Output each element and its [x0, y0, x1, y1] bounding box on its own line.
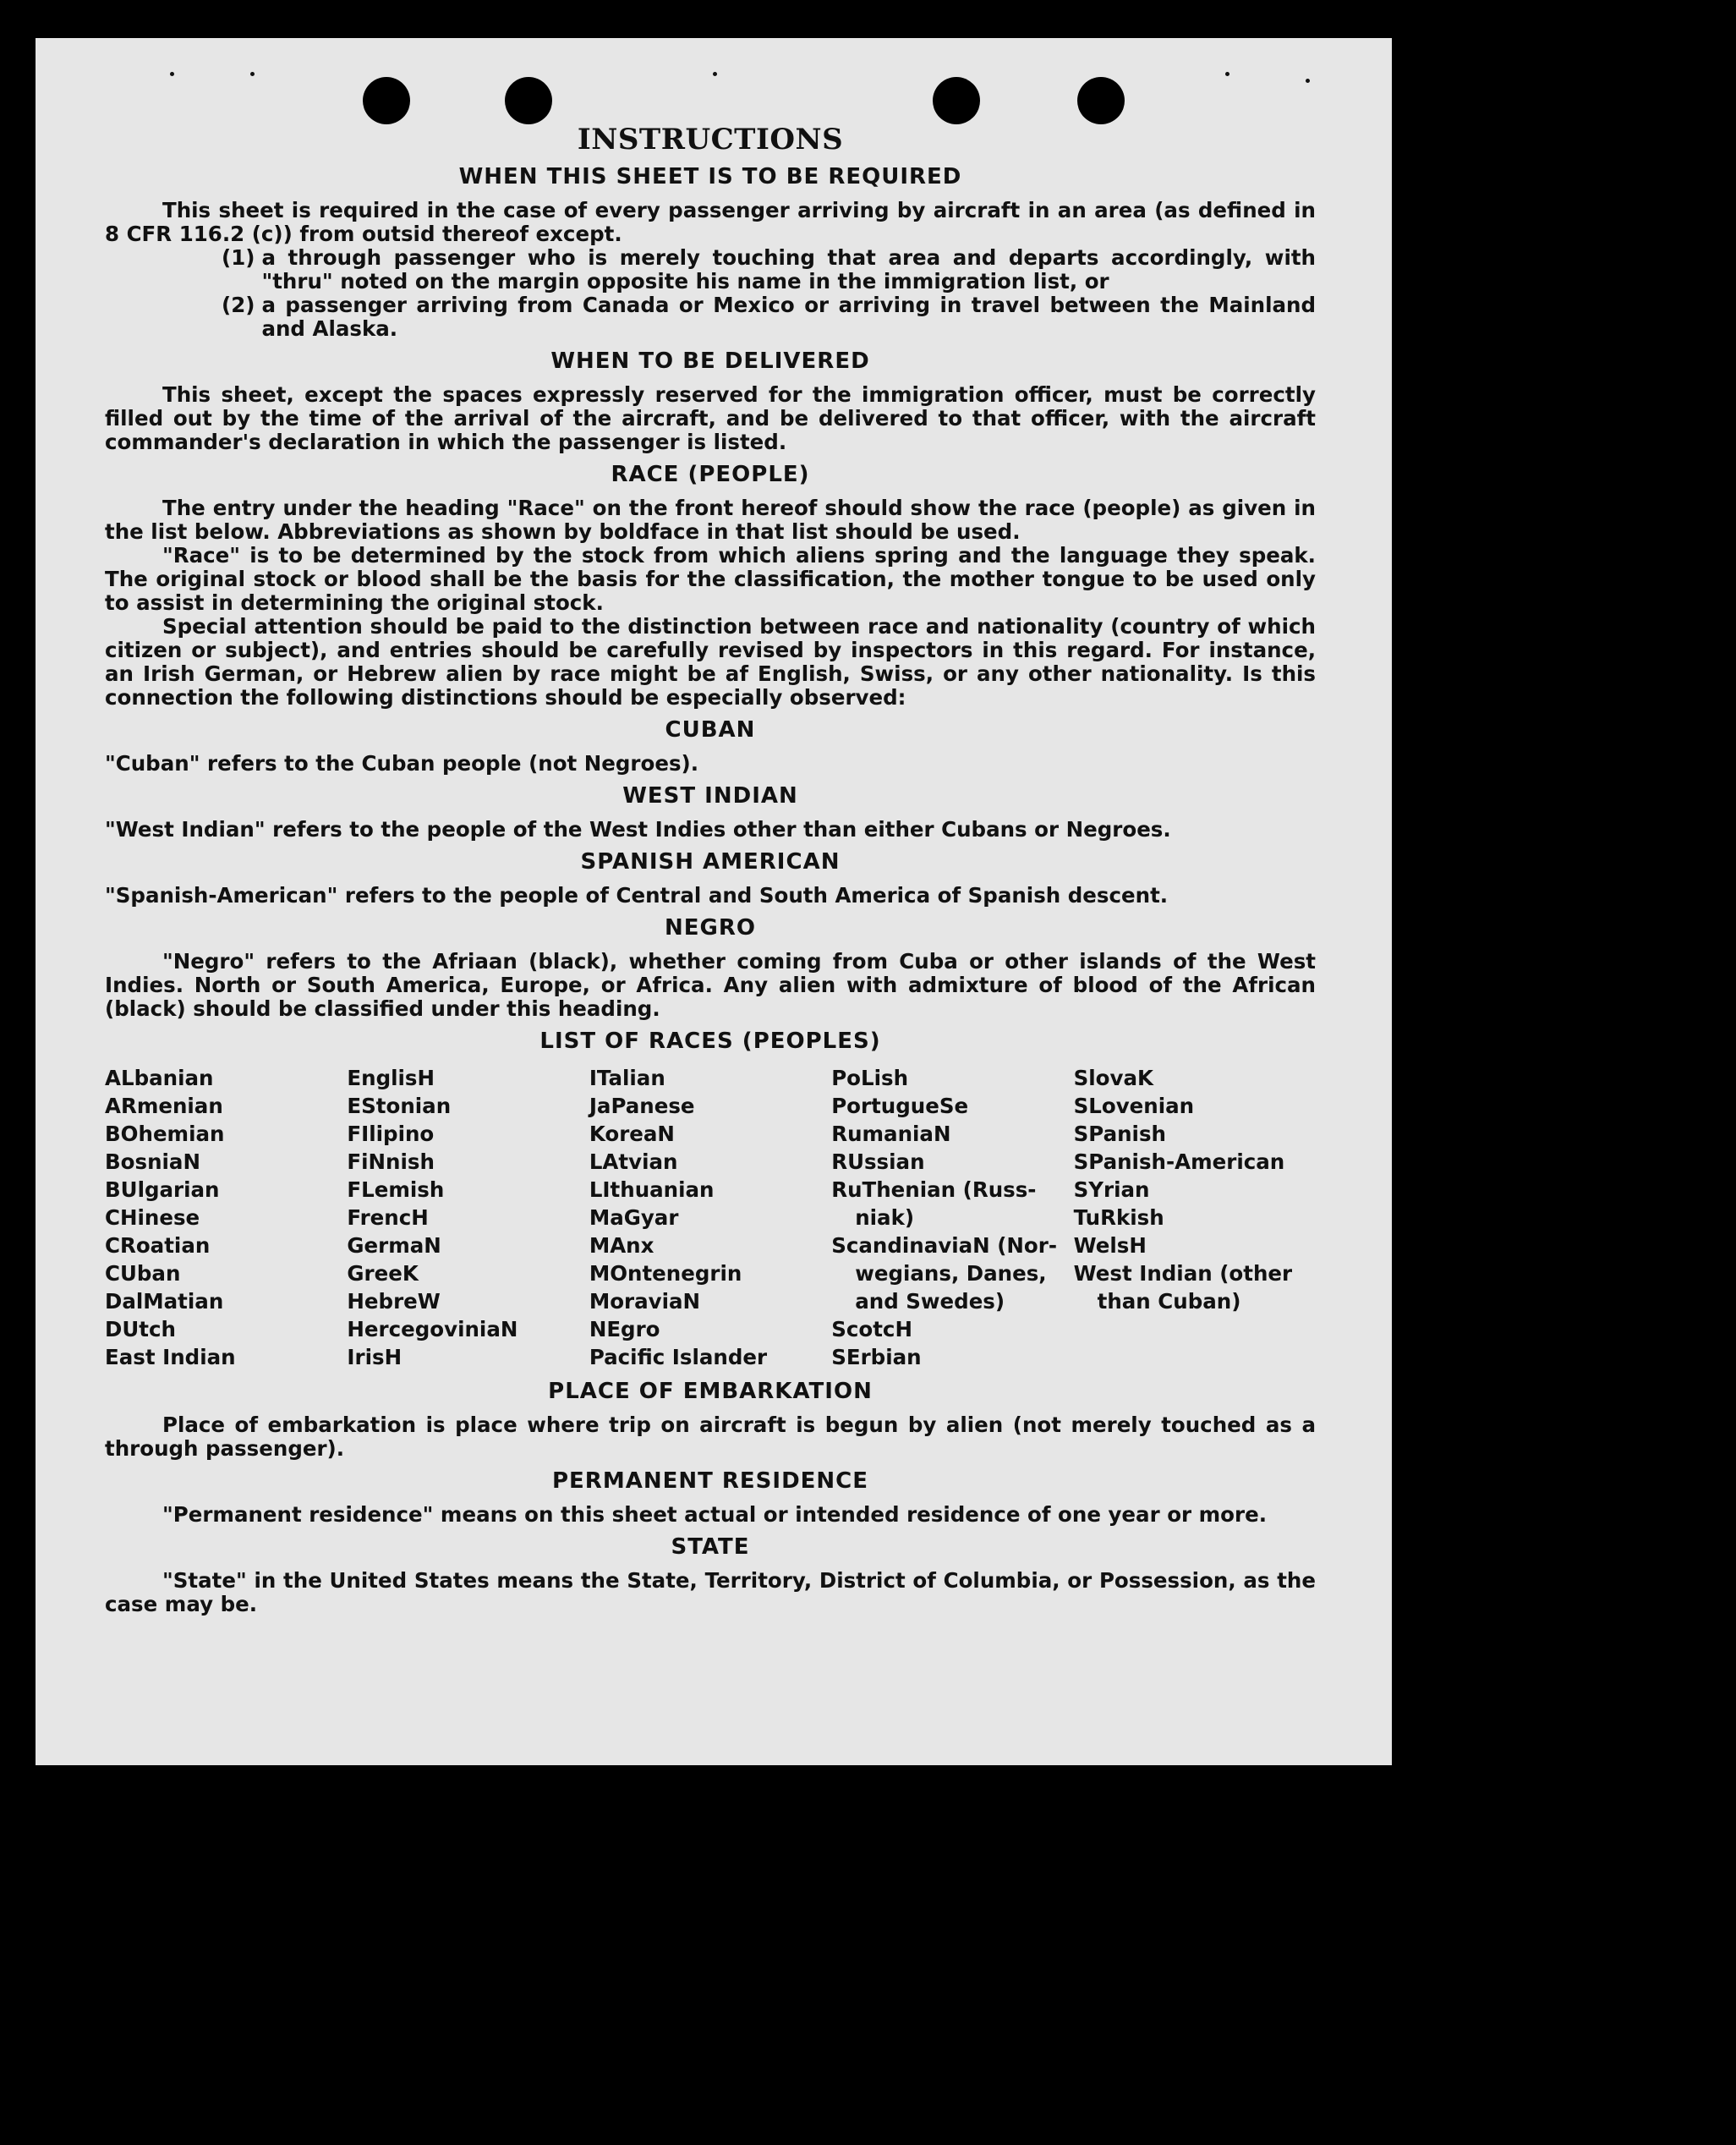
heading-delivered: WHEN TO BE DELIVERED — [550, 348, 870, 374]
race-entry: NEgro — [589, 1317, 660, 1341]
race-entry: MoraviaN — [589, 1289, 701, 1314]
race-entry: PoLish — [831, 1066, 909, 1090]
instructions-text — [105, 123, 1316, 1616]
race-entry: ScandinaviaN (Nor- wegians, Danes, and Swedes) — [831, 1233, 1057, 1314]
race-entry: DalMatian — [105, 1289, 224, 1314]
race-paragraph-2: "Race" is to be determined by the stock from which aliens spring and the language they speak. The original stock or blood shall be the basis for the classification, the mother tongue to be used only to assist in determining the original stock. — [105, 543, 1316, 615]
race-entry: SPanish — [1073, 1122, 1166, 1146]
race-entry: SPanish-American — [1073, 1149, 1285, 1174]
punch-hole — [505, 77, 552, 124]
heading-west-indian: WEST INDIAN — [622, 783, 798, 809]
race-entry: SYrian — [1073, 1177, 1150, 1202]
punch-hole — [933, 77, 980, 124]
speck — [170, 72, 174, 76]
speck — [1225, 72, 1229, 76]
heading-race: RACE (PEOPLE) — [611, 462, 810, 487]
race-entry: East Indian — [105, 1345, 236, 1369]
required-intro: This sheet is required in the case of every passenger arriving by aircraft in an area (as defined in 8 CFR 116.2 (c)) from outsid thereof except. — [105, 198, 1316, 246]
heading-required: WHEN THIS SHEET IS TO BE REQUIRED — [458, 164, 962, 189]
races-list — [105, 1064, 1316, 1371]
item-text: a passenger arriving from Canada or Mexico or arriving in travel between the Mainland and Alaska. — [261, 293, 1316, 341]
exception-item-2 — [222, 293, 1316, 341]
negro-text: "Negro" refers to the Afriaan (black), whether coming from Cuba or other islands of the West Indies. North or South America, Europe, or Africa. Any alien with admixture of blood of the African (black) should be classified under this heading. — [105, 949, 1316, 1021]
race-entry: SlovaK — [1073, 1066, 1153, 1090]
race-entry: CUban — [105, 1261, 181, 1286]
heading-state: STATE — [671, 1534, 750, 1560]
document-page — [36, 38, 1392, 1765]
cuban-text: "Cuban" refers to the Cuban people (not Negroes). — [105, 751, 699, 776]
race-entry: West Indian (other than Cuban) — [1073, 1261, 1293, 1314]
west-indian-text: "West Indian" refers to the people of the West Indies other than either Cubans or Negroes. — [105, 817, 1171, 842]
race-entry: KoreaN — [589, 1122, 675, 1146]
race-paragraph-1: The entry under the heading "Race" on the front hereof should show the race (people) as given in the list below. Abbreviations as shown by boldface in that list should be used. — [105, 496, 1316, 544]
punch-hole — [1077, 77, 1125, 124]
heading-residence: PERMANENT RESIDENCE — [551, 1468, 869, 1494]
punch-hole — [363, 77, 410, 124]
race-entry: BOhemian — [105, 1122, 225, 1146]
race-entry: RumaniaN — [831, 1122, 951, 1146]
race-entry: TuRkish — [1073, 1205, 1164, 1230]
race-entry: WelsH — [1073, 1233, 1147, 1258]
spanish-american-text: "Spanish-American" refers to the people of Central and South America of Spanish descent. — [105, 883, 1169, 908]
race-entry: CHinese — [105, 1205, 200, 1230]
race-paragraph-3: Special attention should be paid to the distinction between race and nationality (country of which citizen or subject), and entries should be carefully revised by inspectors in this regard. For instance, an Irish German, or Hebrew alien by race might be af English, Swiss, or any other nationality. Is this connection the following distinctions should be especially observed: — [105, 614, 1316, 710]
race-entry: ARmenian — [105, 1094, 223, 1118]
race-entry: LAtvian — [589, 1149, 678, 1174]
race-entry: MOntenegrin — [589, 1261, 742, 1286]
race-entry: SLovenian — [1073, 1094, 1195, 1118]
speck — [250, 72, 255, 76]
race-entry: MaGyar — [589, 1205, 679, 1230]
race-entry: FIlipino — [347, 1122, 435, 1146]
race-entry: SErbian — [831, 1345, 922, 1369]
race-entry: RuThenian (Russ- niak) — [831, 1177, 1037, 1230]
race-entry: EnglisH — [347, 1066, 435, 1090]
race-entry: GermaN — [347, 1233, 441, 1258]
race-entry: ALbanian — [105, 1066, 214, 1090]
race-entry: FLemish — [347, 1177, 445, 1202]
heading-embarkation: PLACE OF EMBARKATION — [548, 1379, 873, 1404]
race-entry: HercegoviniaN — [347, 1317, 518, 1341]
race-entry: FiNnish — [347, 1149, 435, 1174]
state-text: "State" in the United States means the State, Territory, District of Columbia, or Possession, as the case may be. — [105, 1568, 1316, 1616]
race-entry: RUssian — [831, 1149, 925, 1174]
item-text: a through passenger who is merely touching that area and departs accordingly, with "thru" noted on the margin opposite his name in the immigration list, or — [261, 245, 1316, 293]
races-column-1 — [105, 1064, 347, 1371]
race-entry: MAnx — [589, 1233, 654, 1258]
race-entry: Pacific Islander — [589, 1345, 768, 1369]
item-number: (1) — [222, 245, 255, 270]
race-entry: HebreW — [347, 1289, 441, 1314]
residence-text: "Permanent residence" means on this sheet actual or intended residence of one year or more. — [162, 1502, 1268, 1527]
race-entry: JaPanese — [589, 1094, 695, 1118]
exception-item-1 — [222, 246, 1316, 293]
races-column-5 — [1074, 1064, 1316, 1371]
item-number: (2) — [222, 293, 255, 317]
embarkation-text: Place of embarkation is place where trip on aircraft is begun by alien (not merely touched as a through passenger). — [105, 1413, 1316, 1461]
race-entry: CRoatian — [105, 1233, 211, 1258]
race-entry: BosniaN — [105, 1149, 200, 1174]
heading-spanish-american: SPANISH AMERICAN — [580, 849, 841, 875]
heading-cuban: CUBAN — [665, 717, 756, 743]
race-entry: DUtch — [105, 1317, 176, 1341]
speck — [713, 72, 717, 76]
race-entry: ScotcH — [831, 1317, 912, 1341]
race-entry: PortugueSe — [831, 1094, 969, 1118]
race-entry: EStonian — [347, 1094, 452, 1118]
delivered-text: This sheet, except the spaces expressly reserved for the immigration officer, must be correctly filled out by the time of the arrival of the aircraft, and be delivered to that officer, with the aircraft commander's declaration in which the passenger is listed. — [105, 382, 1316, 454]
race-entry: IrisH — [347, 1345, 403, 1369]
race-entry: BUlgarian — [105, 1177, 220, 1202]
page-title: INSTRUCTIONS — [577, 123, 844, 156]
races-column-3 — [589, 1064, 831, 1371]
races-column-4 — [831, 1064, 1073, 1371]
race-entry: LIthuanian — [589, 1177, 715, 1202]
race-entry: GreeK — [347, 1261, 419, 1286]
heading-list-of-races: LIST OF RACES (PEOPLES) — [539, 1029, 881, 1054]
race-entry: FrencH — [347, 1205, 429, 1230]
speck — [1306, 79, 1310, 83]
race-entry: ITalian — [589, 1066, 665, 1090]
heading-negro: NEGRO — [665, 915, 756, 941]
races-column-2 — [347, 1064, 589, 1371]
